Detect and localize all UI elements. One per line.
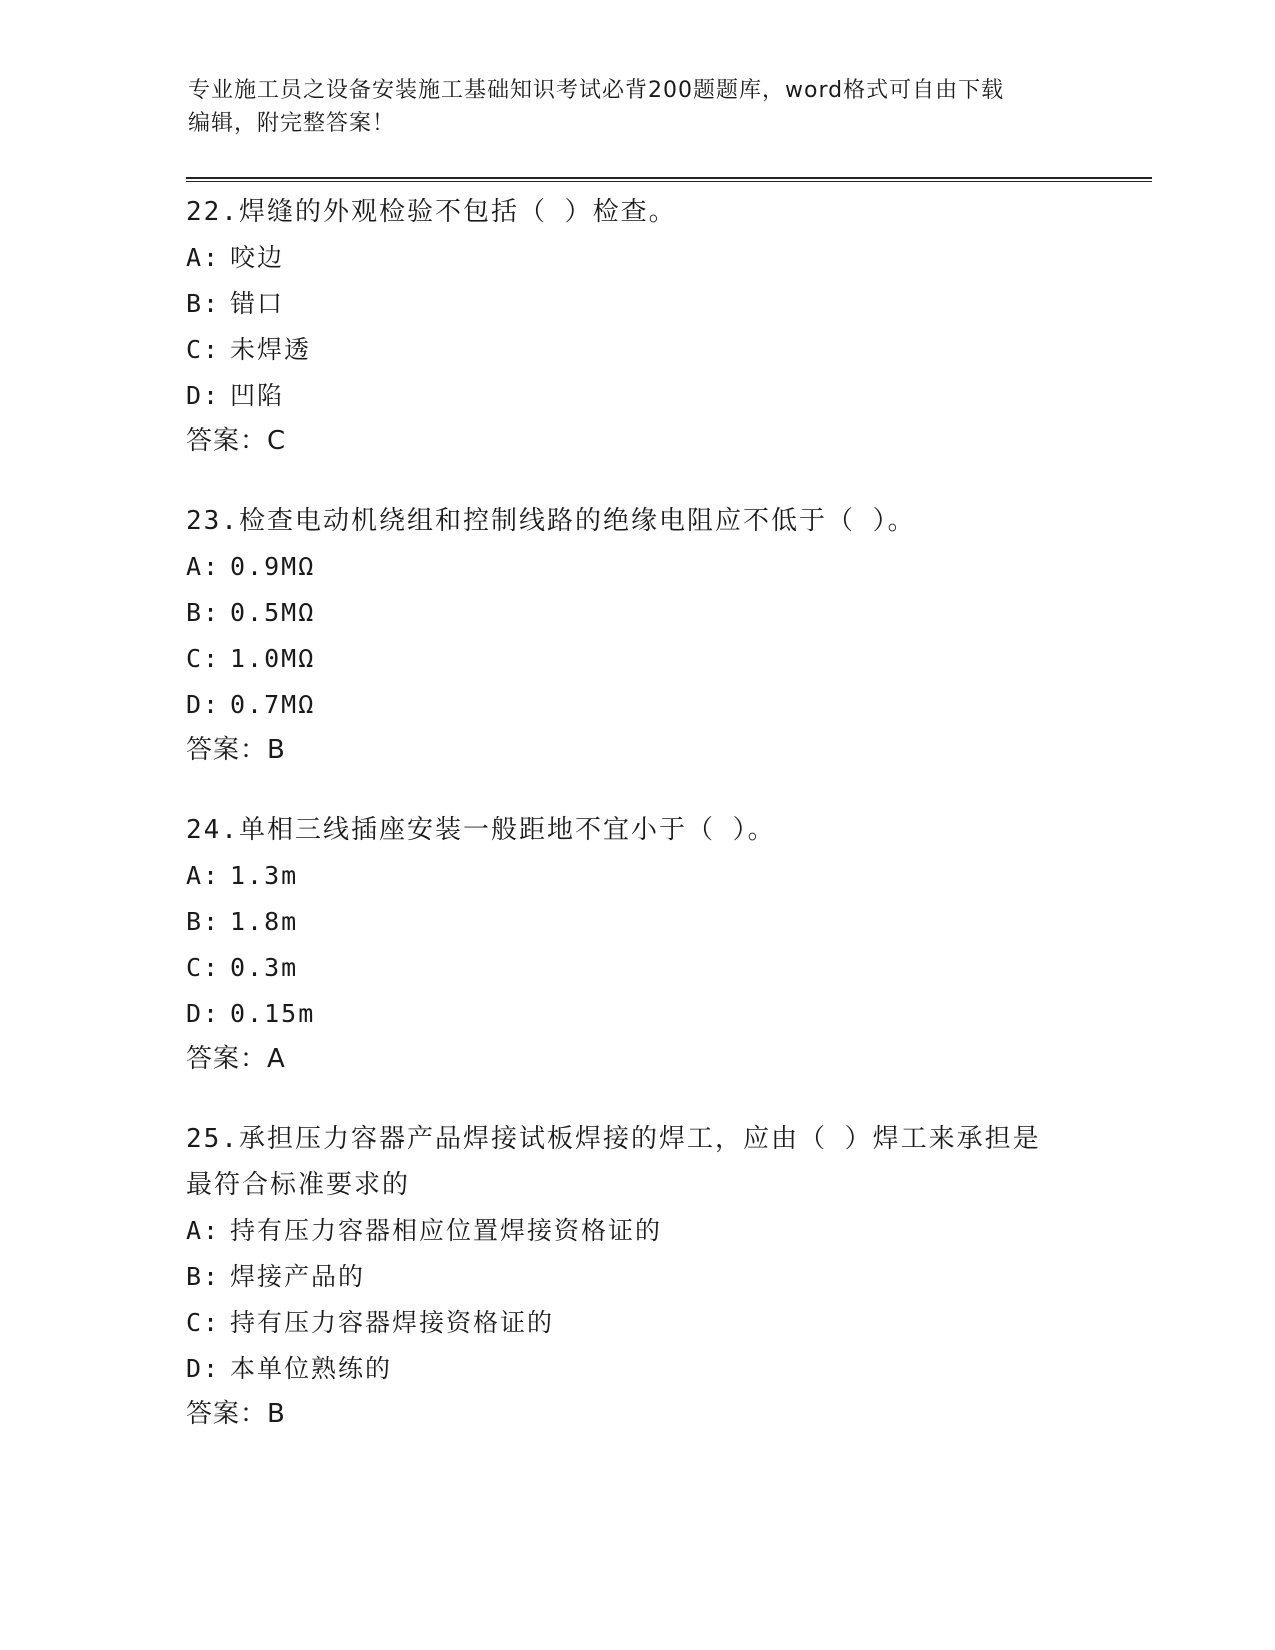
option-text: 持有压力容器相应位置焊接资格证的 xyxy=(230,1216,663,1245)
option-text: 0.3m xyxy=(230,953,299,982)
option-key: D: xyxy=(186,381,221,410)
answer-line: 答案：A xyxy=(186,1044,286,1074)
question-title: 24.单相三线插座安装一般距地不宜小于（ ）。 xyxy=(186,815,776,845)
option-text: 凹陷 xyxy=(230,381,285,410)
option-c xyxy=(186,945,1086,991)
question-title: 23.检查电动机绕组和控制线路的绝缘电阻应不低于（ ）。 xyxy=(186,506,916,536)
option-key: C: xyxy=(186,953,221,982)
option-key: A: xyxy=(186,243,221,272)
option-text: 1.8m xyxy=(230,907,299,936)
option-d xyxy=(186,373,1086,419)
option-b xyxy=(186,281,1086,327)
option-key: A: xyxy=(186,1216,221,1245)
question-24 xyxy=(186,807,1086,1081)
option-text: 未焊透 xyxy=(230,335,312,364)
option-key: C: xyxy=(186,335,221,364)
option-key: A: xyxy=(186,552,221,581)
option-key: D: xyxy=(186,690,221,719)
header-line-1: 专业施工员之设备安装施工基础知识考试必背200题题库，word格式可自由下载 xyxy=(188,78,1005,103)
option-key: B: xyxy=(186,907,221,936)
option-text: 持有压力容器焊接资格证的 xyxy=(230,1308,555,1337)
option-d xyxy=(186,1346,1086,1392)
option-a xyxy=(186,853,1086,899)
option-text: 0.7MΩ xyxy=(230,690,316,719)
document-header xyxy=(188,74,1088,140)
option-key: B: xyxy=(186,289,221,318)
header-divider xyxy=(186,177,1152,182)
option-b xyxy=(186,590,1086,636)
option-d xyxy=(186,991,1086,1037)
option-text: 本单位熟练的 xyxy=(230,1354,393,1383)
option-key: A: xyxy=(186,861,221,890)
option-key: C: xyxy=(186,644,221,673)
question-22 xyxy=(186,189,1086,463)
option-c xyxy=(186,327,1086,373)
answer-line: 答案：C xyxy=(186,426,287,456)
header-line-2: 编辑，附完整答案！ xyxy=(188,111,396,136)
question-25 xyxy=(186,1116,1086,1436)
option-b xyxy=(186,899,1086,945)
option-key: D: xyxy=(186,1354,221,1383)
option-text: 焊接产品的 xyxy=(230,1262,366,1291)
option-key: B: xyxy=(186,1262,221,1291)
question-title-line-2: 最符合标准要求的 xyxy=(186,1170,411,1200)
question-title-line-1: 25.承担压力容器产品焊接试板焊接的焊工，应由（ ）焊工来承担是 xyxy=(186,1124,1041,1154)
option-key: D: xyxy=(186,999,221,1028)
option-key: B: xyxy=(186,598,221,627)
option-b xyxy=(186,1254,1086,1300)
option-text: 1.0MΩ xyxy=(230,644,316,673)
option-a xyxy=(186,544,1086,590)
option-text: 0.15m xyxy=(230,999,316,1028)
answer-line: 答案：B xyxy=(186,735,286,765)
option-text: 0.5MΩ xyxy=(230,598,316,627)
option-text: 0.9MΩ xyxy=(230,552,316,581)
question-title: 22.焊缝的外观检验不包括（ ）检查。 xyxy=(186,197,677,227)
option-text: 咬边 xyxy=(230,243,285,272)
option-a xyxy=(186,235,1086,281)
answer-line: 答案：B xyxy=(186,1399,286,1429)
option-d xyxy=(186,682,1086,728)
question-list xyxy=(186,189,1086,1471)
option-text: 错口 xyxy=(230,289,285,318)
question-23 xyxy=(186,498,1086,772)
option-c xyxy=(186,636,1086,682)
option-a xyxy=(186,1208,1086,1254)
option-text: 1.3m xyxy=(230,861,299,890)
option-c xyxy=(186,1300,1086,1346)
option-key: C: xyxy=(186,1308,221,1337)
